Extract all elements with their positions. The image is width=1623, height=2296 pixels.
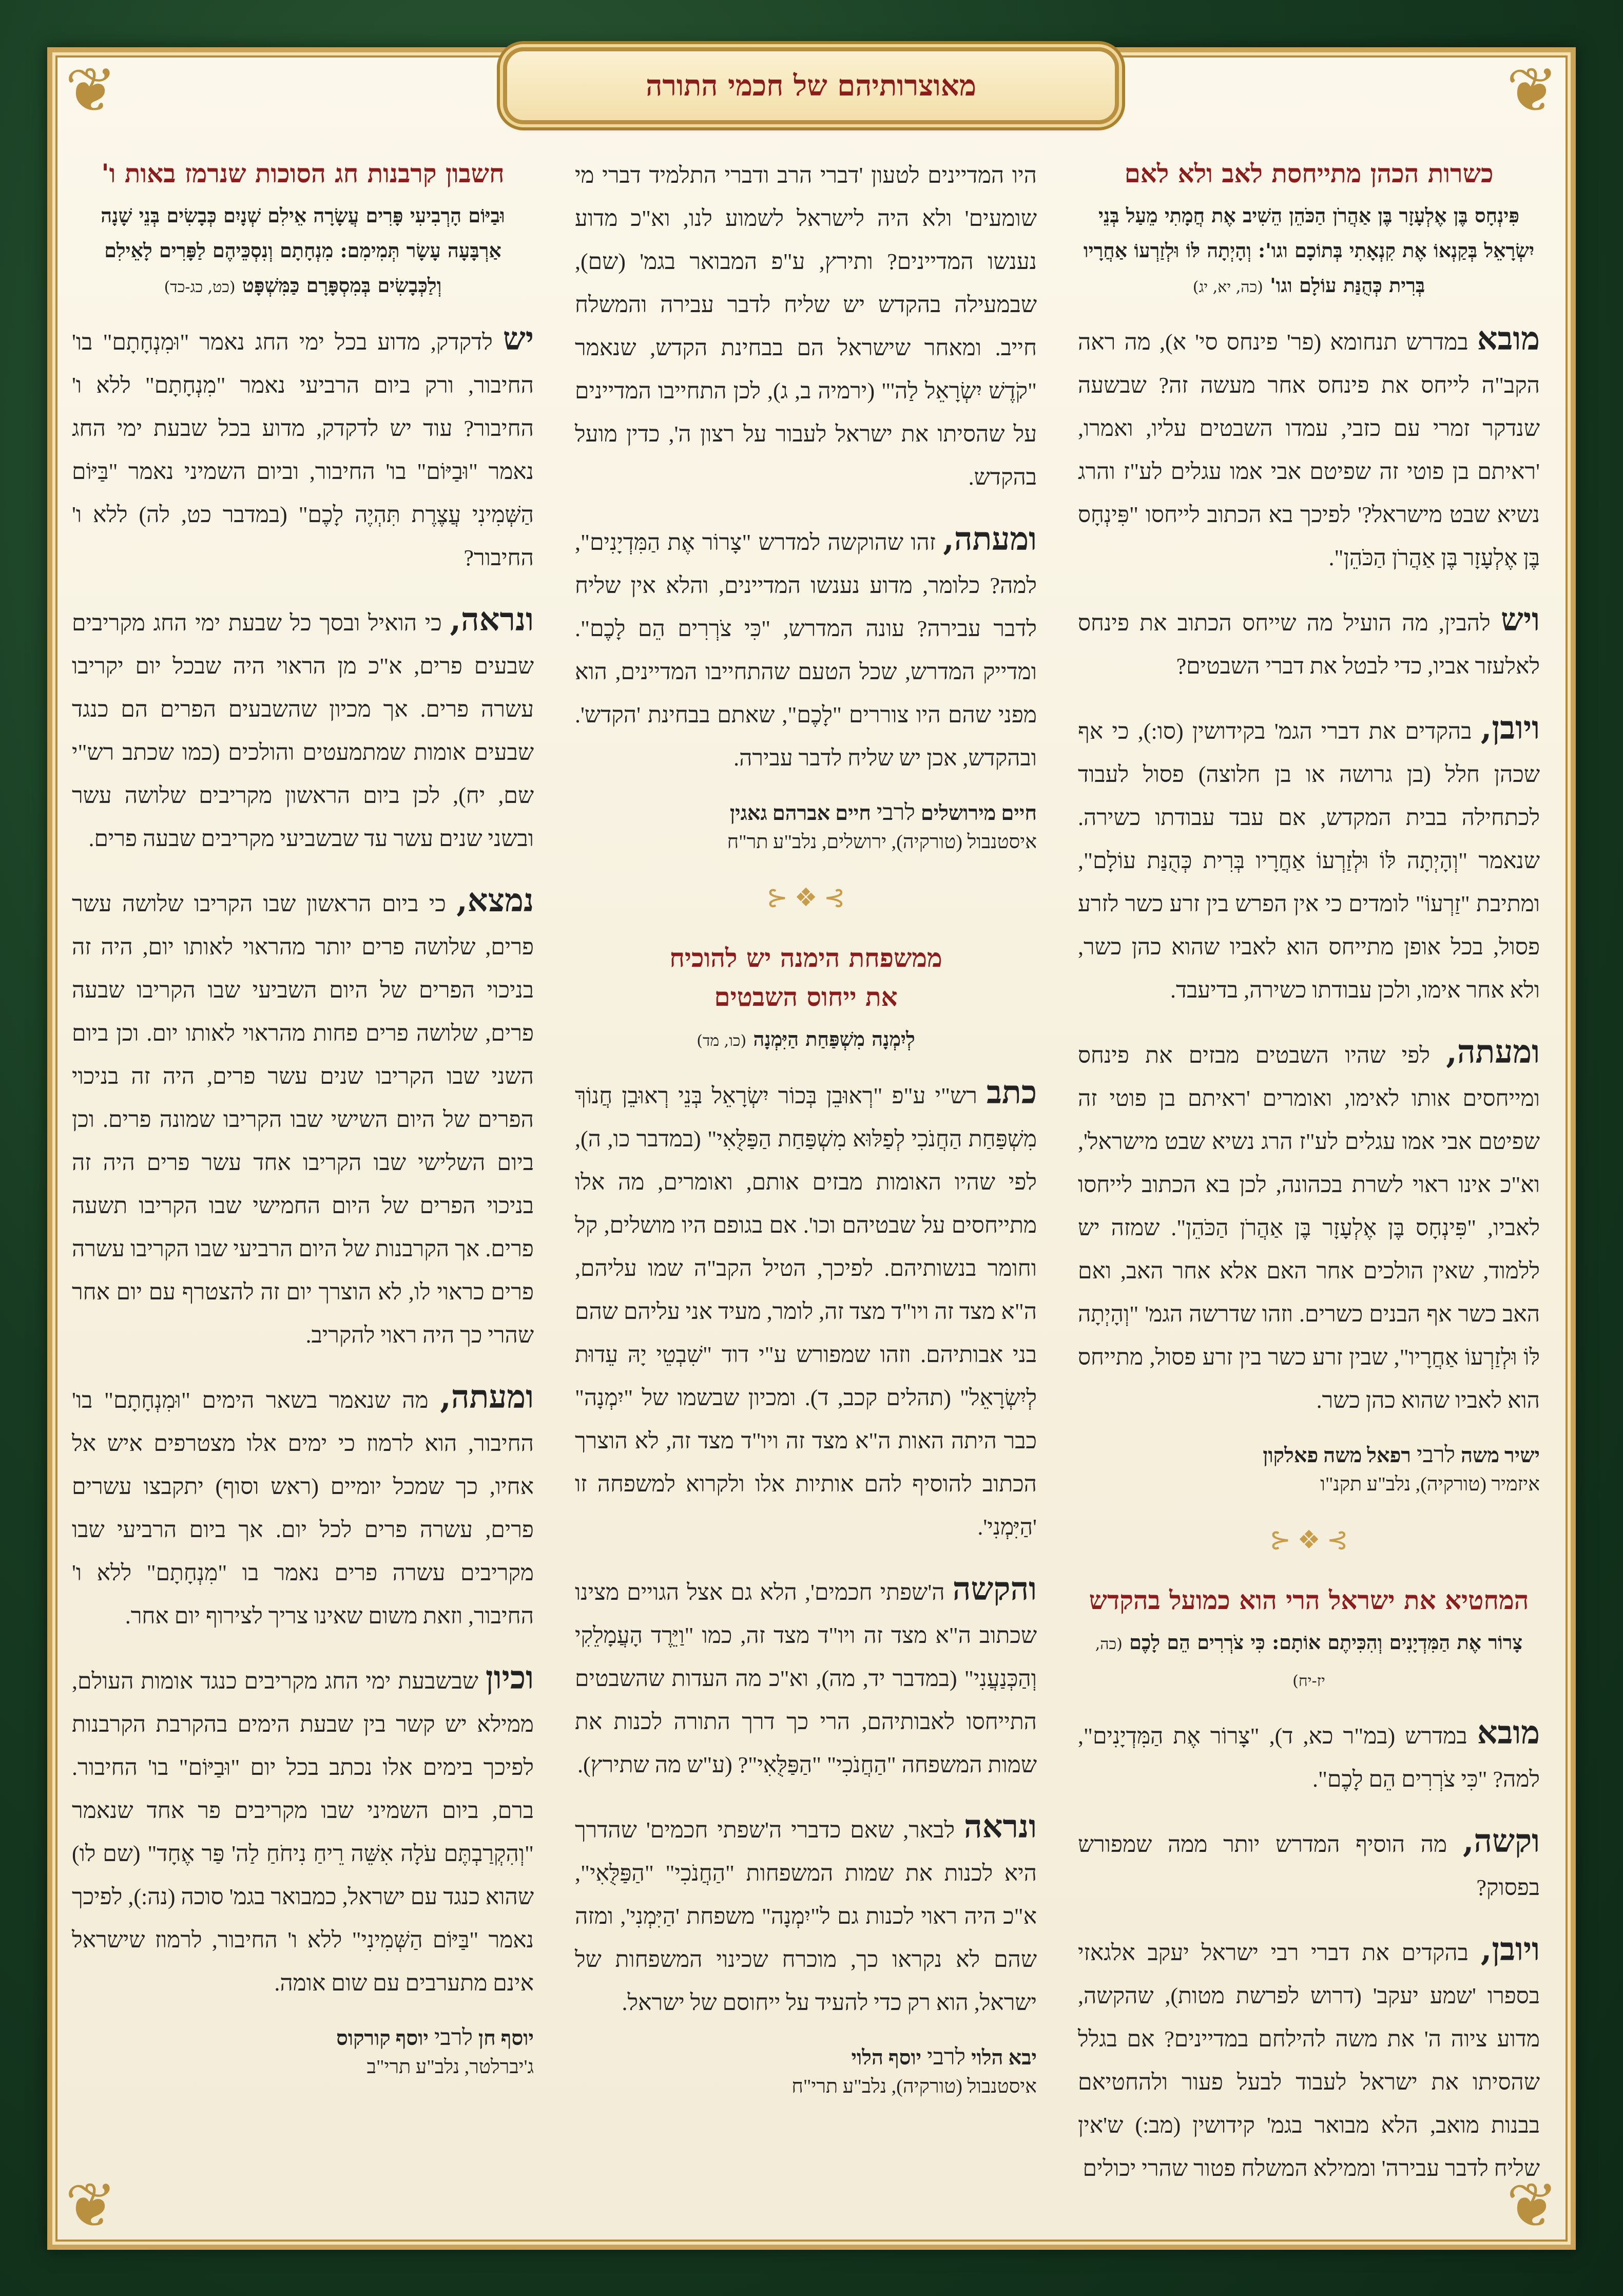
paragraph bbox=[1078, 598, 1540, 688]
paragraph-text: לפי שהיו השבטים מבזים את פינחס ומייחסים אותו לאימו, ואומרים 'ראיתם בן פוטי זה שפיטם אבי אמו עגלים לע"ז הרג נשיא שבט מישראל', וא"כ אינו ראוי לשרת בכהונה, לכן בא הכתוב לייחסו לאביו, "פִּינְחָס בֶּן אֶלְעָזָר בֶּן אַהֲרֹן הַכֹּהֵן". שמזה יש ללמוד, שאין הולכים אחר האם אלא אחר האב, ואם האב כשר אף הבנים כשרים. וזהו שדרשה הגמ' "וְהָיְתָה לּוֹ וּלְזַרְעוֹ אַחֲרָיו", שבין זרע כשר בין זרע פסול, מתייחס הוא לאביו שהוא כהן כשר. bbox=[1078, 1043, 1540, 1413]
verse-text: וּבַיּוֹם הָרְבִיעִי פָּרִים עֲשָׂרָה אֵילִם שְׁנָיִם כְּבָשִׂים בְּנֵי שָׁנָה אַרְבָּעָה עָשָׂר תְּמִימִם: מִנְחָתָם וְנִסְכֵּיהֶם לַפָּרִים לָאֵילִם וְלַכְּבָשִׂים בְּמִסְפָּרָם כַּמִּשְׁפָּט bbox=[101, 204, 505, 297]
paragraph bbox=[1078, 317, 1540, 580]
paragraph bbox=[1078, 1711, 1540, 1801]
lead-word: יש bbox=[503, 320, 534, 357]
book-title: יבא הלוי bbox=[971, 2046, 1037, 2069]
paragraph-text: שבשבעת ימי החג מקריבים כנגד אומות העולם, ממילא יש קשר בין שבעת הימים בהקרבת הקרבנות לפיכך בימים אלו נכתב בכל יום "וּבַיּוֹם" בו' החיבור. ברם, ביום השמיני שבו מקריבים פר אחד שנאמר "וְהִקְרַבְתֶּם עֹלָה אִשֵּׁה רֵיחַ נִיחֹחַ לַה' פַּר אֶחָד" (שם לו) שהוא כנגד עם ישראל, כמבואר בגמ' סוכה (נה:), לפיכך נאמר "בַּיּוֹם הַשְּׁמִינִי" ללא ו' החיבור, לרמוז שישראל אינם מתערבים עם שום אומה. bbox=[72, 1669, 534, 1996]
paragraph bbox=[575, 518, 1037, 780]
paragraph-text: במדרש תנחומא (פר' פינחס סי' א), מה ראה הקב"ה לייחס את פינחס אחר מעשה זה? שבשעה שנדקר זמרי עם כזבי, עמדו השבטים עליו, ואמרו, 'ראיתם בן פוטי זה שפיטם אבי אמו עגלים לע"ז והרג נשיא שבט מישראל?' לפיכך בא הכתוב לייחסו "פִּינְחָס בֶּן אֶלְעָזָר בֶּן אַהֲרֹן הַכֹּהֵן". bbox=[1078, 330, 1540, 570]
verse-ref: (כו, מד) bbox=[697, 1032, 747, 1050]
author-credit bbox=[575, 2043, 1037, 2101]
paragraph bbox=[72, 1375, 534, 1638]
paragraph-text: לדקדק, מדוע בכל ימי החג נאמר "וּמִנְחָתָם" בו' החיבור, ורק ביום הרביעי נאמר "מִנְחָתָם" ללא ו' החיבור? עוד יש לדקדק, מדוע בכל שבעת ימי החג נאמר "וּבַיּוֹם" בו' החיבור, וביום השמיני נאמר "בַּיּוֹם הַשְּׁמִינִי עֲצֶרֶת תִּהְיֶה לָכֶם" (במדבר כט, לה) ללא ו' החיבור? bbox=[72, 330, 534, 570]
paragraph-text: במדרש (במ"ר כא, ד), "צָרוֹר אֶת הַמִּדְיָנִים", למה? "כִּי צֹרְרִים הֵם לָכֶם". bbox=[1078, 1724, 1540, 1792]
column-left bbox=[72, 154, 534, 2081]
paragraph bbox=[575, 1567, 1037, 1787]
author-name: יוסף קורקוס bbox=[336, 2026, 429, 2050]
lead-word: וכיון bbox=[485, 1659, 534, 1696]
author-place: איסטנבול (טורקיה), נלב"ע תרי"ח bbox=[791, 2076, 1037, 2097]
lead-word: ונראה bbox=[964, 1808, 1037, 1845]
corner-ornament-icon: ❦ bbox=[1506, 55, 1558, 126]
title-line: את ייחוס השבטים bbox=[714, 982, 898, 1012]
paragraph-text: ה'שפתי חכמים', הלא גם אצל הגויים מצינו שכתוב ה"א מצד זה ויו"ד מצד זה, כמו "וַיֵּרֶד הָעֲמָלֵקִי וְהַכְּנַעֲנִי" (במדבר יד, מה), וא"כ מה העדות שהשבטים התייחסו לאבותיהם, הרי כך דרך התורה לכנות את שמות המשפחה "הַחֲנֹכִי" "הַפַּלֻּאִי"? (ע"ש מה שתירץ). bbox=[575, 1580, 1037, 1777]
paragraph bbox=[1078, 1820, 1540, 1909]
paragraph-text: לבאר, שאם כדברי ה'שפתי חכמים' שהדרך היא לכנות את שמות המשפחות "הַחֲנֹכִי" "הַפַּלֻּאִי", א"כ היה ראוי לכנות גם ל"יִמְנָה" משפחת 'הַיִּמְנִי', ומזה שהם לא נקראו כך, מוכרח שכינוי המשפחות של ישראל, הוא רק כדי להעיד על ייחוסם של ישראל. bbox=[575, 1817, 1037, 2015]
paragraph bbox=[72, 317, 534, 580]
verse-text: לְיִמְנָה מִשְׁפַּחַת הַיִּמְנָה bbox=[753, 1027, 915, 1050]
author-prefix: לרבי bbox=[434, 2025, 473, 2050]
author-credit bbox=[72, 2023, 534, 2081]
divider-ornament-icon: ⊱ ❖ ⊰ bbox=[766, 883, 845, 912]
lead-word: ויובן, bbox=[1480, 709, 1540, 747]
author-name: חיים אברהם גאגין bbox=[729, 801, 871, 825]
author-name: רפאל משה פאלקון bbox=[1263, 1444, 1412, 1467]
author-prefix: לרבי bbox=[927, 2044, 966, 2070]
lead-word: מובא bbox=[1477, 320, 1540, 357]
verse-quote bbox=[1078, 1625, 1540, 1699]
lead-word: וקשה, bbox=[1462, 1822, 1540, 1860]
paragraph-text: בהקדים את דברי רבי ישראל יעקב אלגאזי בספרו 'שמע יעקב' (דרוש לפרשת מטות), שהקשה, מדוע ציוה ה' את משה להילחם במדיינים? אם בגלל שהסיתו את ישראל לעבוד לבעל פעור ולהחטיאם בבנות מואב, הלא מבואר בגמ' קידושין (מב:) ש'אין שליח לדבר עבירה' וממילא המשלח פטור שהרי יכולים bbox=[1078, 1940, 1540, 2181]
lead-word: ומעתה, bbox=[440, 1378, 534, 1415]
book-title: ישיר משה bbox=[1461, 1444, 1540, 1467]
corner-ornament-icon: ❦ bbox=[65, 55, 117, 126]
book-title: יוסף חן bbox=[478, 2026, 534, 2050]
verse-ref: (כט, כג-כד) bbox=[164, 278, 236, 296]
author-prefix: לרבי bbox=[876, 800, 915, 825]
lead-word: ויובן, bbox=[1480, 1930, 1540, 1968]
lead-word: ונראה, bbox=[450, 601, 534, 638]
book-title: חיים מירושלים bbox=[920, 801, 1037, 825]
paragraph-text: בהקדים את דברי הגמ' בקידושין (סו:), כי אף שכהן חלל (בן גרושה או בן חלוצה) פסול לעבוד לכתחילה בבית המקדש, אם עבד עבודתו כשירה. שנאמר "וְהָיְתָה לּוֹ וּלְזַרְעוֹ אַחֲרָיו בְּרִית כְּהֻנַּת עוֹלָם", ומתיבת "זַרְעוֹ" לומדים כי אין הפרש בין זרע כשר לזרע פסול, בכל אופן מתייחס הוא לאביו שהוא כהן כשר, ולא אחר אימו, ולכן עבודתו כשירה, בדיעבד. bbox=[1078, 719, 1540, 1003]
author-place: איזמיר (טורקיה), נלב"ע תקנ"ו bbox=[1320, 1474, 1540, 1495]
author-place: ג'יברלטר, נלב"ע תרי"ב bbox=[366, 2056, 534, 2078]
page-title: מאוצרותיהם של חכמי התורה bbox=[646, 69, 976, 103]
column-middle bbox=[575, 154, 1037, 2101]
corner-ornament-icon: ❦ bbox=[1506, 2170, 1558, 2242]
header-banner bbox=[503, 47, 1119, 124]
article-title: כשרות הכהן מתייחסת לאב ולא לאם bbox=[1124, 158, 1494, 188]
paragraph-text: מה שנאמר בשאר הימים "וּמִנְחָתָם" בו' החיבור, הוא לרמוז כי ימים אלו מצטרפים איש אל אחיו, כך שמכל יומיים (ראש וסוף) יתקבצו עשרים פרים, עשרה פרים לכל יום. אך ביום הרביעי שבו מקריבים עשרה פרים נאמר בו "מִנְחָתָם" ללא ו' החיבור, וזאת משום שאינו צריך לצירוף יום אחר. bbox=[72, 1388, 534, 1629]
paragraph bbox=[1078, 706, 1540, 1012]
paragraph bbox=[72, 598, 534, 860]
verse-text: פִּינְחָס בֶּן אֶלְעָזָר בֶּן אַהֲרֹן הַכֹּהֵן הֵשִׁיב אֶת חֲמָתִי מֵעַל בְּנֵי יִשְׂרָאֵל בְּקַנְאוֹ אֶת קִנְאָתִי בְּתוֹכָם וגו': וְהָיְתָה לּוֹ וּלְזַרְעוֹ אַחֲרָיו בְּרִית כְּהֻנַּת עוֹלָם וגו' bbox=[1083, 204, 1535, 297]
author-place: איסטנבול (טורקיה), ירושלים, נלב"ע תר"ח bbox=[727, 831, 1037, 853]
paragraph-text: כי ביום הראשון שבו הקריבו שלושה עשר פרים, שלושה פרים יותר מהראוי לאותו יום, היה זה בניכוי הפרים של היום השביעי שבו הקריבו שבעה פרים, שלושה פרים פחות מהראוי לאותו יום. וכן ביום השני שבו הקריבו שנים עשר פרים, היה זה בניכוי הפרים של היום השישי שבו הקריבו שמונה פרים. וכן ביום השלישי שבו הקריבו אחד עשר פרים היה זה בניכוי הפרים של היום החמישי שבו הקריבו תשעה פרים. אך הקרבנות של היום הרביעי שבו הקריבו עשרה פרים כראוי לו, לא הוצרך יום זה להצטרף עם יום אחר שהרי כך היה ראוי להקריב. bbox=[72, 891, 534, 1348]
paragraph bbox=[72, 1656, 534, 2005]
paragraph-text: להבין, מה הועיל מה שייחס הכתוב את פינחס לאלעזר אביו, כדי לבטל את דברי השבטים? bbox=[1078, 610, 1540, 679]
article-title bbox=[575, 939, 1037, 1017]
divider-ornament-icon: ⊱ ❖ ⊰ bbox=[1269, 1525, 1348, 1554]
article-title: המחטיא את ישראל הרי הוא כמועל בהקדש bbox=[1089, 1585, 1529, 1615]
paragraph bbox=[575, 1071, 1037, 1549]
lead-word: נמצא, bbox=[456, 882, 534, 919]
author-prefix: לרבי bbox=[1417, 1442, 1456, 1467]
verse-quote bbox=[72, 198, 534, 305]
lead-word: והקשה bbox=[952, 1570, 1037, 1608]
column-right bbox=[1078, 154, 1540, 2209]
corner-ornament-icon: ❦ bbox=[65, 2170, 117, 2242]
author-credit bbox=[1078, 1441, 1540, 1499]
verse-quote bbox=[575, 1022, 1037, 1059]
paragraph-text: רש"י ע"פ "רְאוּבֵן בְּכוֹר יִשְׂרָאֵל בְּנֵי רְאוּבֵן חֲנוֹךְ מִשְׁפַּחַת הַחֲנֹכִי לְפַלּוּא מִשְׁפַּחַת הַפַּלֻּאִי" (במדבר כו, ה), לפי שהיו האומות מבזים אותם, ואומרים, מה אלו מתייחסים על שבטיהם וכו'. אם בגופם היו מושלים, קל וחומר בנשותיהם. לפיכך, הטיל הקב"ה שמו עליהם, ה"א מצד זה ויו"ד מצד זה, לומר, מעיד אני עליהם שהם בני אבותיהם. וזהו שמפורש ע"י דוד "שִׁבְטֵי יָהּ עֵדוּת לְיִשְׂרָאֵל" (תהלים קכב, ד). ומכיון שבשמו של "יִמְנָה" כבר היתה האות ה"א מצד זה ויו"ד מצד זה, לא הוצרך הכתוב להוסיף להם אותיות אלו ולקרוא למשפחה זו 'הַיִּמְנִי'. bbox=[575, 1083, 1037, 1540]
paragraph bbox=[1078, 1030, 1540, 1422]
verse-ref: (כה, יא, יג) bbox=[1192, 278, 1263, 296]
lead-word: ומעתה, bbox=[943, 520, 1037, 558]
title-line: ממשפחת הימנה יש להוכיח bbox=[669, 943, 942, 973]
article-title: חשבון קרבנות חג הסוכות שנרמז באות ו' bbox=[101, 158, 505, 188]
lead-word: כתב bbox=[987, 1074, 1037, 1111]
paragraph bbox=[575, 1805, 1037, 2024]
lead-word: ומעתה, bbox=[1446, 1033, 1540, 1070]
author-name: יוסף הלוי bbox=[851, 2046, 922, 2069]
author-credit bbox=[575, 798, 1037, 856]
verse-text: צָרוֹר אֶת הַמִּדְיָנִים וְהִכִּיתֶם אוֹתָם: כִּי צֹרְרִים הֵם לָכֶם bbox=[1129, 1631, 1523, 1654]
paragraph bbox=[1078, 1928, 1540, 2190]
paragraph: היו המדיינים לטעון 'דברי הרב ודברי התלמיד דברי מי שומעים' ולא היה לישראל לשמוע לנו, וא"כ מדוע נענשו המדיינים? ותירץ, ע"פ המבואר בגמ' (שם), שבמעילה בהקדש יש שליח לדבר עבירה והמשלח חייב. ומאחר שישראל הם בבחינת הקדש, שנאמר "קֹדֶשׁ יִשְׂרָאֵל לַה'" (ירמיה ב, ג), לכן התחייבו המדיינים על שהסיתו את ישראל לעבור על רצון ה', כדין מועל בהקדש. bbox=[575, 163, 1037, 490]
lead-word: ויש bbox=[1500, 601, 1540, 638]
lead-word: מובא bbox=[1477, 1714, 1540, 1751]
verse-ref: (כה, יז-יח) bbox=[1095, 1635, 1325, 1690]
verse-quote bbox=[1078, 198, 1540, 305]
paragraph-text: כי הואיל ובסך כל שבעת ימי החג מקריבים שבעים פרים, א"כ מן הראוי היה שבכל יום יקריבו עשרה פרים. אך מכיון שהשבעים הפרים הם כנגד שבעים אומות שמתמעטים והולכים (כמו שכתב רש"י שם, יח), לכן ביום הראשון מקריבים שלושה עשר ובשני שנים עשר עד שבשביעי מקריבים שבעה פרים. bbox=[72, 610, 534, 851]
paragraph-text: זהו שהוקשה למדרש "צָרוֹר אֶת הַמִּדְיָנִים", למה? כלומר, מדוע נענשו המדיינים, והלא אין שליח לדבר עבירה? עונה המדרש, "כִּי צֹרְרִים הֵם לָכֶם". ומדייק המדרש, שכל הטעם שהתחייבו המדיינים, הוא מפני שהם היו צוררים "לָכֶם", שאתם בבחינת 'הקדש'. ובהקדש, אכן יש שליח לדבר עבירה. bbox=[575, 530, 1037, 771]
paragraph bbox=[72, 879, 534, 1357]
paragraph-text: מה הוסיף המדרש יותר ממה שמפורש בפסוק? bbox=[1078, 1832, 1540, 1900]
